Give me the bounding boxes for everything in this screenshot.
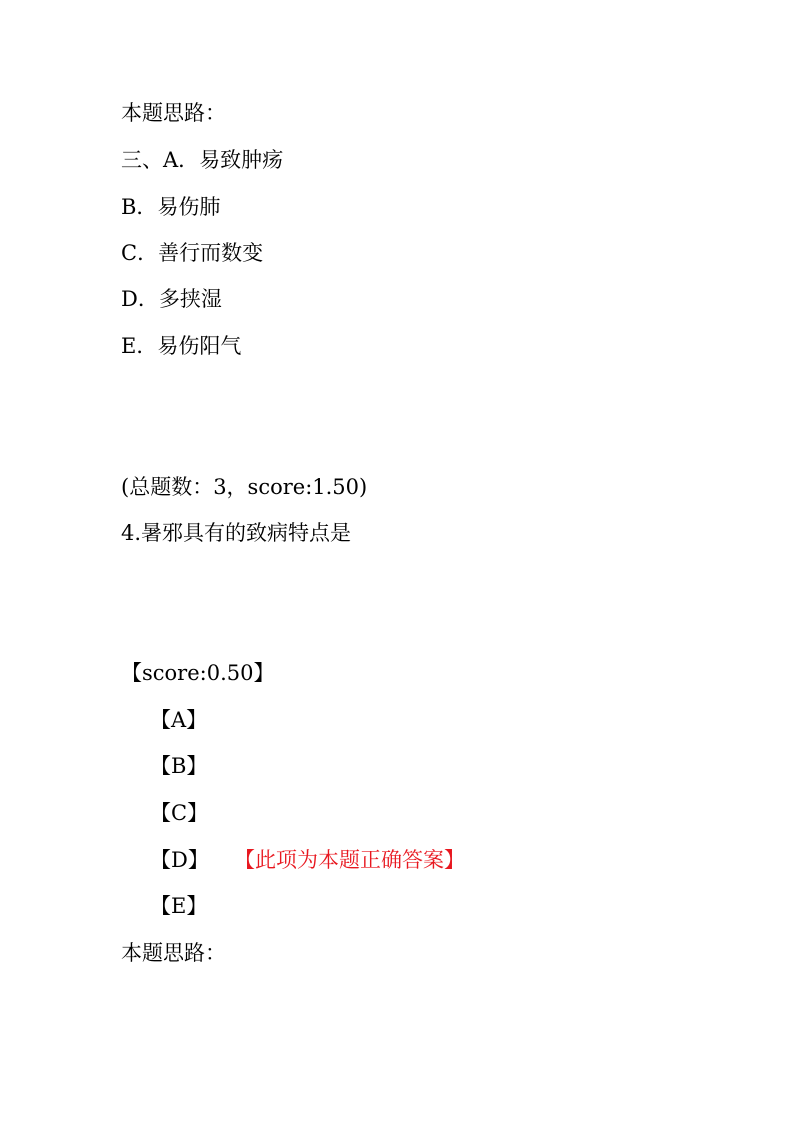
correct-answer-marker: 【此项为本题正确答案】: [234, 848, 465, 872]
answer-option-e: 【E】: [150, 894, 208, 918]
answer-option-c: 【C】: [150, 801, 209, 825]
option-line-d: D．多挟湿: [121, 287, 222, 311]
answer-option-a: 【A】: [150, 708, 208, 732]
question-text: 4.暑邪具有的致病特点是: [121, 521, 352, 545]
option-line-a: 三、A．易致肿疡: [121, 148, 284, 172]
score-tag: 【score:0.50】: [121, 661, 275, 685]
option-line-b: B．易伤肺: [121, 195, 221, 219]
option-line-e: E．易伤阳气: [121, 334, 242, 358]
thinking-label: 本题思路：: [121, 941, 226, 965]
prev-thinking-label: 本题思路：: [121, 101, 226, 125]
answer-option-b: 【B】: [150, 754, 208, 778]
answer-option-d: 【D】: [150, 848, 209, 872]
question-meta: (总题数：3，score:1.50): [121, 475, 368, 499]
option-line-c: C．善行而数变: [121, 241, 264, 265]
